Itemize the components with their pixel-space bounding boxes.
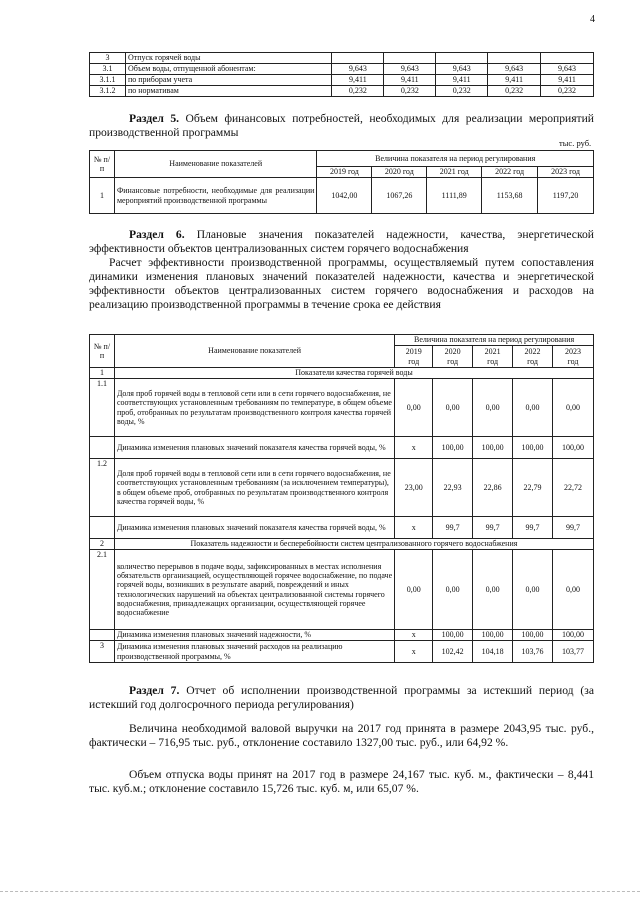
row-name: Доля проб горячей воды в тепловой сети или в сети горячего водоснабжения, не соответствующих установленным требованиям по температуре, в общем объеме проб, отобранных по результатам производственного контроля качества горячей воды, % (114, 379, 394, 437)
value-cell: 1197,20 (538, 178, 594, 214)
row-number: 3.1 (90, 64, 126, 75)
year-header: 2023 год (553, 346, 594, 368)
value-cell: 100,00 (513, 437, 553, 459)
table-row (90, 64, 594, 75)
value-cell: 0,232 (384, 86, 436, 97)
row-name: Динамика изменения плановых значений показателя качества горячей воды, % (114, 437, 394, 459)
value-cell: 22,79 (513, 459, 553, 517)
value-cell: 0,232 (488, 86, 541, 97)
header-num: № п/п (90, 151, 115, 178)
year-header: 2020 год (372, 167, 427, 178)
table-row (90, 437, 594, 459)
value-cell: 0,232 (541, 86, 594, 97)
row-name: по приборам учета (125, 75, 332, 86)
table-row (90, 379, 594, 437)
table-row (90, 550, 594, 630)
scan-edge-divider (0, 891, 640, 892)
row-number: 2.1 (90, 550, 115, 630)
value-cell: 1153,68 (482, 178, 538, 214)
section7-paragraph-volume: Объем отпуска воды принят на 2017 год в размере 24,167 тыс. куб. м., фактически – 8,441 тыс. куб.м.; отклонение составило 15,726 тыс. куб. м, или 65,07 %. (89, 768, 594, 795)
section7-paragraph-revenue: Величина необходимой валовой выручки на 2017 год принята в размере 2043,95 тыс. руб., фактически – 716,95 тыс. руб., отклонение составило 1327,00 тыс. руб., или 64,92 %. (89, 722, 594, 749)
value-cell: 0,232 (332, 86, 384, 97)
indicators-table (89, 334, 594, 663)
section6-paragraph: Расчет эффективности производственной программы, осуществляемый путем сопоставления динамики изменения плановых значений показателей надежности, качества и энергетической эффективности объектов централизованных систем горячего водоснабжения и расходов на реализацию производственной программы в течение срока ее действия (89, 256, 594, 311)
table-row (90, 75, 594, 86)
value-cell: 100,00 (473, 630, 513, 641)
year-header: 2019 год (395, 346, 433, 368)
row-name: Динамика изменения плановых значений надежности, % (114, 630, 394, 641)
value-cell: 0,00 (395, 379, 433, 437)
value-cell: 0,00 (553, 379, 594, 437)
section5-heading (89, 112, 594, 140)
value-cell: 0,00 (395, 550, 433, 630)
section5-text: Объем финансовых потребностей, необходимых для реализации мероприятий производственной программы (89, 112, 595, 139)
row-number: 2 (90, 539, 115, 550)
page-number: 4 (590, 14, 595, 25)
row-number: 1 (90, 178, 115, 214)
finance-table (89, 150, 594, 214)
units-label: тыс. руб. (559, 138, 592, 148)
year-header: 2021 год (427, 167, 482, 178)
table-row (90, 517, 594, 539)
value-cell: 1067,26 (372, 178, 427, 214)
section6-heading (89, 228, 594, 256)
value-cell: 9,643 (332, 64, 384, 75)
row-name: Динамика изменения плановых значений расходов на реализацию производственной программы, % (114, 641, 394, 663)
group-title: Показатель надежности и бесперебойности систем централизованного горячего водоснабжения (114, 539, 593, 550)
table-row (90, 459, 594, 517)
table-row (90, 178, 594, 214)
value-cell: 9,411 (384, 75, 436, 86)
value-cell: 9,643 (436, 64, 488, 75)
section5-title: Раздел 5. (129, 112, 180, 125)
value-cell: 0,232 (436, 86, 488, 97)
value-cell: 23,00 (395, 459, 433, 517)
table-row (90, 53, 594, 64)
value-cell: 100,00 (513, 630, 553, 641)
year-header: 2019 год (317, 167, 372, 178)
value-cell: 9,643 (488, 64, 541, 75)
section7-title: Раздел 7. (129, 684, 180, 697)
value-cell: 99,7 (513, 517, 553, 539)
row-name: количество перерывов в подаче воды, зафиксированных в местах исполнения обязательств организацией, осуществляющей горячее водоснабжение, по подаче горячей воды, возникших в результате аварий, повреждений и иных технологических нарушений на объектах централизованной системы горячего водоснабжения, принадлежащих организации, осуществляющей горячее водоснабжение (114, 550, 394, 630)
group-row (90, 539, 594, 550)
row-number: 1.1 (90, 379, 115, 437)
header-num: № п/п (90, 335, 115, 368)
value-cell: 9,411 (541, 75, 594, 86)
row-name: Финансовые потребности, необходимые для реализации мероприятий производственной программы (114, 178, 317, 214)
row-number: 3.1.2 (90, 86, 126, 97)
value-cell: 1042,00 (317, 178, 372, 214)
value-cell: 0,00 (553, 550, 594, 630)
row-name: Отпуск горячей воды (125, 53, 332, 64)
section7-heading (89, 684, 594, 712)
section6-title: Раздел 6. (129, 228, 185, 241)
value-cell: 99,7 (553, 517, 594, 539)
value-cell: 0,00 (513, 379, 553, 437)
value-cell: 100,00 (473, 437, 513, 459)
value-cell: 9,411 (332, 75, 384, 86)
year-header: 2022 год (513, 346, 553, 368)
value-cell: x (395, 437, 433, 459)
row-name: Динамика изменения плановых значений показателя качества горячей воды, % (114, 517, 394, 539)
value-cell: 103,76 (513, 641, 553, 663)
year-header: 2021 год (473, 346, 513, 368)
value-cell: 0,00 (433, 550, 473, 630)
group-row (90, 368, 594, 379)
value-cell: x (395, 630, 433, 641)
header-group: Величина показателя на период регулирования (395, 335, 594, 346)
row-name: Объем воды, отпущенной абонентам: (125, 64, 332, 75)
table-row (90, 630, 594, 641)
section6-text: Плановые значения показателей надежности, качества, энергетической эффективности объектов централизованных систем горячего водоснабжения (89, 228, 594, 255)
header-name: Наименование показателей (114, 335, 394, 368)
year-header: 2022 год (482, 167, 538, 178)
row-number: 1 (90, 368, 115, 379)
year-header: 2020 год (433, 346, 473, 368)
value-cell: 99,7 (473, 517, 513, 539)
header-group: Величина показателя на период регулирования (317, 151, 594, 167)
value-cell: 100,00 (553, 630, 594, 641)
value-cell: x (395, 641, 433, 663)
value-cell: 9,411 (488, 75, 541, 86)
value-cell: 100,00 (553, 437, 594, 459)
value-cell: 9,643 (541, 64, 594, 75)
table-row (90, 641, 594, 663)
value-cell: 0,00 (433, 379, 473, 437)
year-header: 2023 год (538, 167, 594, 178)
value-cell: 102,42 (433, 641, 473, 663)
value-cell: 100,00 (433, 437, 473, 459)
section7-text: Отчет об исполнении производственной программы за истекший период (за истекший год долгосрочного периода регулирования) (89, 684, 594, 711)
header-name: Наименование показателей (114, 151, 317, 178)
value-cell: 22,72 (553, 459, 594, 517)
value-cell: 0,00 (473, 550, 513, 630)
value-cell: 103,77 (553, 641, 594, 663)
group-title: Показатели качества горячей воды (114, 368, 593, 379)
value-cell: 9,643 (384, 64, 436, 75)
value-cell: x (395, 517, 433, 539)
value-cell: 9,411 (436, 75, 488, 86)
value-cell: 1111,89 (427, 178, 482, 214)
row-number: 3 (90, 53, 126, 64)
row-number: 3.1.1 (90, 75, 126, 86)
value-cell: 0,00 (473, 379, 513, 437)
value-cell: 22,93 (433, 459, 473, 517)
top-table (89, 52, 594, 97)
row-number: 3 (90, 641, 115, 663)
value-cell: 22,86 (473, 459, 513, 517)
row-name: Доля проб горячей воды в тепловой сети или в сети горячего водоснабжения, не соответствующих установленным требованиям (за исключением температуры), в общем объеме проб, отобранных по результатам производственного контроля качества горячей воды, % (114, 459, 394, 517)
value-cell: 99,7 (433, 517, 473, 539)
row-number: 1.2 (90, 459, 115, 517)
value-cell: 100,00 (433, 630, 473, 641)
value-cell: 0,00 (513, 550, 553, 630)
value-cell: 104,18 (473, 641, 513, 663)
table-row (90, 86, 594, 97)
row-name: по нормативам (125, 86, 332, 97)
